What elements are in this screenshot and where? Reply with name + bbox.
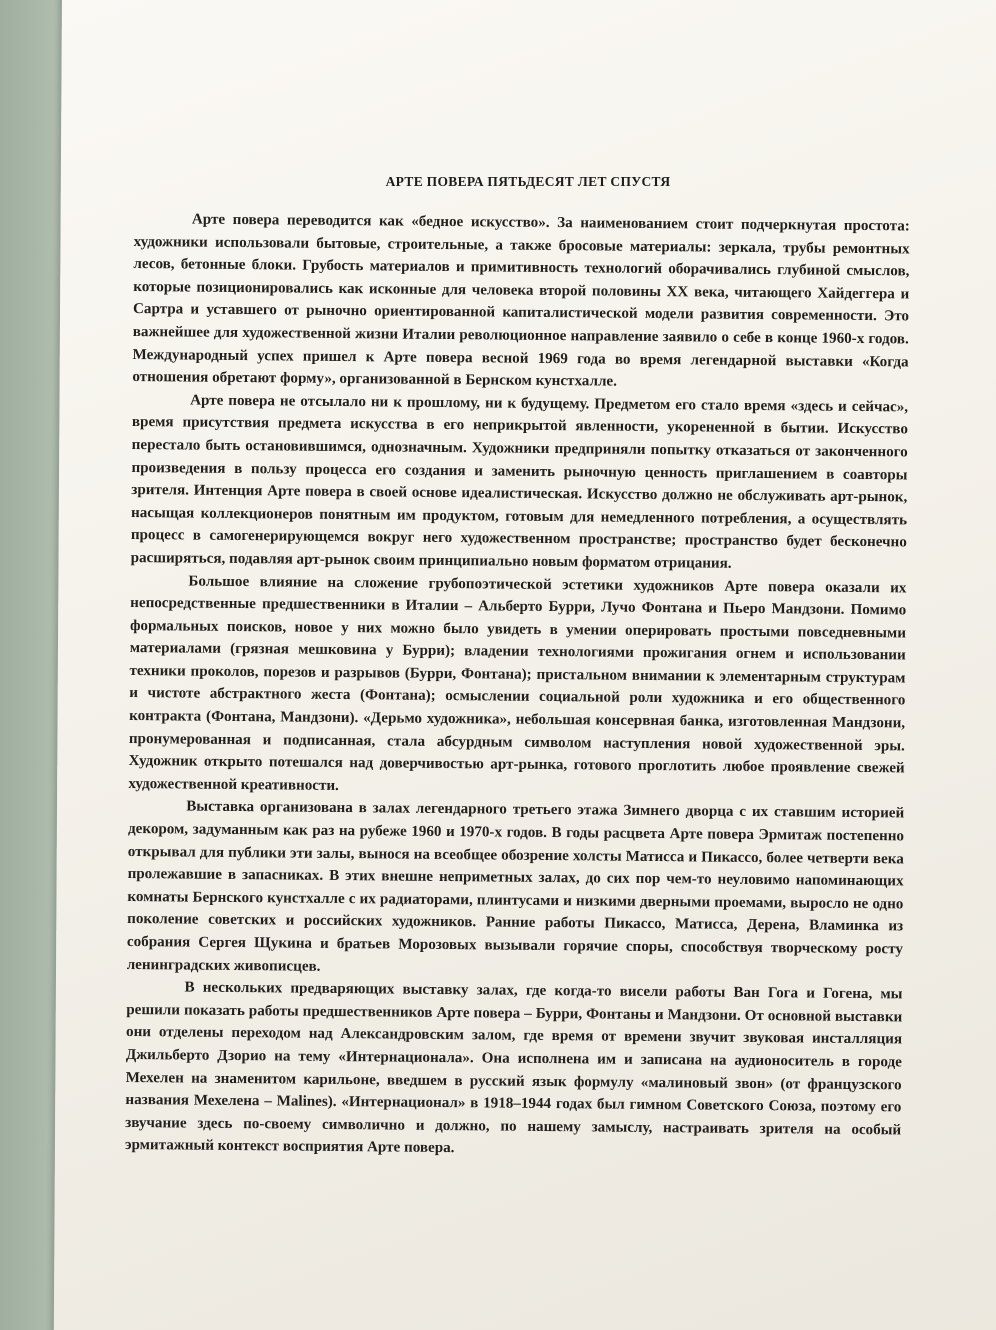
paragraph-3: Большое влияние на сложение грубопоэтической эстетики художников Арте повера оказали их непосредственные предшественники в Италии – Альберто Бурри, Лучо Фонтана и Пьеро Мандзони. Помимо формальных поисков, новое у них можно было увидеть в умении оперировать простыми повседневными материалами (грязная мешковина у Бурри); владении технологиями прожигания огнем и использовании техники проколов, порезов и разрывов (Бурри, Фонтана); пристальном внимании к элементарным структурам и чистоте абстрактного жеста (Фонтана); осмыслении социальной роли художника и его общественного контракта (Фонтана, Мандзони). «Дерьмо художника», небольшая консервная банка, изготовленная Мандзони, пронумерованная и подписанная, стала абсурдным символом наступления новой художественной эры. Художник открыто потешался над доверчивостью арт-рынка, готового проглотить любое проявление свежей художественной креативности. (128, 573, 907, 794)
document-title: АРТЕ ПОВЕРА ПЯТЬДЕСЯТ ЛЕТ СПУСТЯ (385, 174, 671, 189)
paragraph-1: Арте повера переводится как «бедное искусство». За наименованием стоит подчеркнутая простота: художники использовали бытовые, строительные, а также бросовые материалы: зеркала, трубы ремонтных лесов, бетонные блоки. Грубость материалов и примитивность технологий оборачивались глубиной смыслов, которые позиционировались как исконные для человека второй половины XX века, читающего Хайдеггера и Сартра и уставшего от рыночно ориентированной капиталистической модели развития современности. Это важнейшее для художественной жизни Италии революционное направление заявило о себе в конце 1960-х годов. Международный успех пришел к Арте повера весной 1969 года во время легендарной выставки «Когда отношения обретают форму», организованной в Бернском кунстхалле. (132, 211, 910, 390)
document-body (125, 208, 910, 1164)
paragraph-5: В нескольких предваряющих выставку залах, где когда-то висели работы Ван Гога и Гогена, мы решили показать работы предшественников Арте повера – Бурри, Фонтаны и Мандзони. От основной выставки они отделены переходом над Александровским залом, где время от времени звучит звуковая инсталляция Джильберто Дзорио на тему «Интернационала». Она исполнена им и записана на аудионоситель в городе Мехелен на знаменитом карильоне, введшем в русский язык формулу «малиновый звон» (от французского названия Мехелена – Malines). «Интернационал» в 1918–1944 годах был гимном Советского Союза, поэтому его звучание здесь по-своему символично и должно, по нашему замыслу, настраивать зрителя на особый эрмитажный контекст восприятия Арте повера. (124, 979, 903, 1157)
paragraph-2: Арте повера не отсылало ни к прошлому, ни к будущему. Предметом его стало время «здесь и сейчас», время присутствия предмета искусства в его неприкрытой явленности, укорененной в бытии. Искусство перестало быть остановившимся, однозначным. Художники предприняли попытку отказаться от законченного произведения в пользу процесса его создания и заменить рыночную ценность приглашением в соавторы зрителя. Интенция Арте повера в своей основе идеалистическая. Искусство должно не обслуживать арт-рынок, насыщая коллекционеров понятным им продуктом, готовым для немедленного потребления, а осуществлять процесс в самогенерирующемся вокруг него художественном пространстве; пространство будет бесконечно расширяться, подавляя арт-рынок своим принципиально новым форматом отрицания. (130, 392, 909, 572)
paragraph-4: Выставка организована в залах легендарного третьего этажа Зимнего дворца с их ставшим историей декором, задуманным как раз на рубеже 1960 и 1970-х годов. В годы расцвета Арте повера Эрмитаж постепенно открывал для публики эти залы, вынося на всеобщее обозрение холсты Матисса и Пикассо, более четверти века пролежавшие в запасниках. В этих внешне неприметных залах, до сих пор чем-то неуловимо напоминающих комнаты Бернского кунстхалле с их радиаторами, плинтусами и низкими дверными проемами, выросло не одно поколение советских и российских художников. Ранние работы Пикассо, Матисса, Дерена, Вламинка из собрания Сергея Щукина и братьев Морозовых вызывали горячие споры, способствуя творческому росту ленинградских живописцев. (126, 798, 905, 975)
